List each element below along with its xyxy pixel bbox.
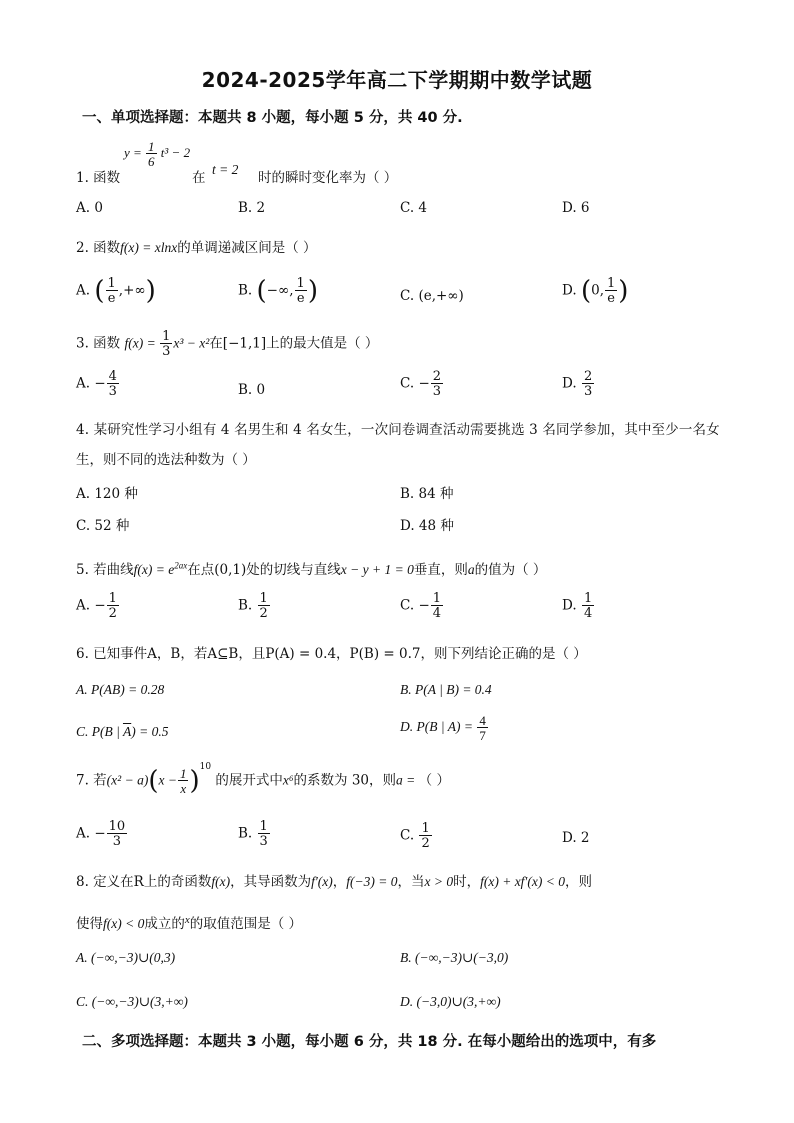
question-2: 2. 函数f(x) = xlnx的单调递减区间是（ ）: [76, 240, 317, 256]
q4-option-b: B. 84 种: [400, 486, 454, 502]
q2-option-a: A. ( $\frac{1}{e}$ ,+∞): [76, 276, 156, 306]
q1-option-d: D. 6: [562, 200, 590, 216]
section-multiple-choice: 二、多项选择题：本题共 3 小题，每小题 6 分，共 18 分. 在每小题给出的选项中，有多: [82, 1034, 657, 1050]
question-5: 5. 若曲线$f(x) = e^{2ax}$在点(0,1)处的切线与直线x − y + 1 = 0垂直，则a的值为（ ）: [76, 560, 547, 578]
q5-option-a: A. − $\frac{1}{2}$: [76, 591, 117, 621]
question-3: 3. 函数 f(x) = $\frac{1}{3}$ x³ − x²在[−1,1]上的最大值是（ ）: [76, 329, 379, 359]
question-4-line-1: 4. 某研究性学习小组有 4 名男生和 4 名女生，一次问卷调查活动需要挑选 3 名同学参加，其中至少一名女: [76, 422, 720, 438]
q8-option-a: A. (−∞,−3)∪(0,3): [76, 950, 176, 965]
question-8-line-2: 使得f(x) < 0成立的$^x$的取值范围是（ ）: [76, 914, 303, 932]
q4-option-a: A. 120 种: [76, 486, 138, 502]
question-6: 6. 已知事件A，B，若A⊆B，且P(A) = 0.4，P(B) = 0.7，则下列结论正确的是（ ）: [76, 646, 587, 662]
q7-option-b: B. $\frac{1}{3}$: [238, 819, 268, 849]
q6-option-c: C. P(B | $\overline{A}) = 0.5$: [76, 724, 169, 739]
q5-option-c: C. − $\frac{1}{4}$: [400, 591, 442, 621]
q3-option-b: B. 0: [238, 382, 266, 398]
q8-option-b: B. (−∞,−3)∪(−3,0): [400, 950, 509, 965]
q6-option-b: B. P(A | B) = 0.4: [400, 682, 492, 697]
q2-option-b: B. (−∞, $\frac{1}{e}$ ): [238, 276, 318, 306]
q8-option-d: D. (−3,0)∪(3,+∞): [400, 994, 501, 1009]
q7-option-d: D. 2: [562, 830, 590, 846]
section-single-choice: 一、单项选择题：本题共 8 小题，每小题 5 分，共 40 分.: [82, 110, 463, 126]
page-title: 2024-2025学年高二下学期期中数学试题: [201, 68, 593, 92]
q6-option-a: A. P(AB) = 0.28: [76, 682, 165, 697]
q5-option-b: B. $\frac{1}{2}$: [238, 591, 268, 621]
q3-option-a: A. − $\frac{4}{3}$: [76, 369, 117, 399]
q1-option-a: A. 0: [76, 200, 103, 216]
question-7: 7. 若(x² − a)(x − $\frac{1}{x}$ )$^{10}$ 的展开式中x⁶的系数为 30，则a = （ ）: [76, 762, 450, 796]
q1-option-b: B. 2: [238, 200, 266, 216]
q7-option-c: C. $\frac{1}{2}$: [400, 821, 430, 851]
q8-option-c: C. (−∞,−3)∪(3,+∞): [76, 994, 188, 1009]
question-1: 1. 函数 y = $\frac{1}{6}$ t³ − 2 在 t = 2 时的瞬时变化率为（ ）: [76, 139, 398, 186]
q3-option-c: C. − $\frac{2}{3}$: [400, 369, 442, 399]
question-4-line-2: 生，则不同的选法种数为（ ）: [76, 452, 256, 468]
q3-option-d: D. $\frac{2}{3}$: [562, 369, 593, 399]
q4-option-c: C. 52 种: [76, 518, 130, 534]
q7-option-a: A. − $\frac{10}{3}$: [76, 819, 126, 849]
q6-option-d: D. P(B | A) = $\frac{4}{7}$: [400, 713, 486, 743]
q4-option-d: D. 48 种: [400, 518, 454, 534]
q5-option-d: D. $\frac{1}{4}$: [562, 591, 593, 621]
q2-option-d: D. (0, $\frac{1}{e}$ ): [562, 276, 629, 306]
q1-function: y = $\frac{1}{6}$ t³ − 2: [124, 139, 191, 169]
q2-option-c: C. (e,+∞): [400, 288, 464, 304]
question-8-line-1: 8. 定义在R上的奇函数f(x)，其导函数为f′(x)，f(−3) = 0，当x > 0时，f(x) + xf′(x) < 0，则: [76, 874, 592, 890]
q1-option-c: C. 4: [400, 200, 428, 216]
